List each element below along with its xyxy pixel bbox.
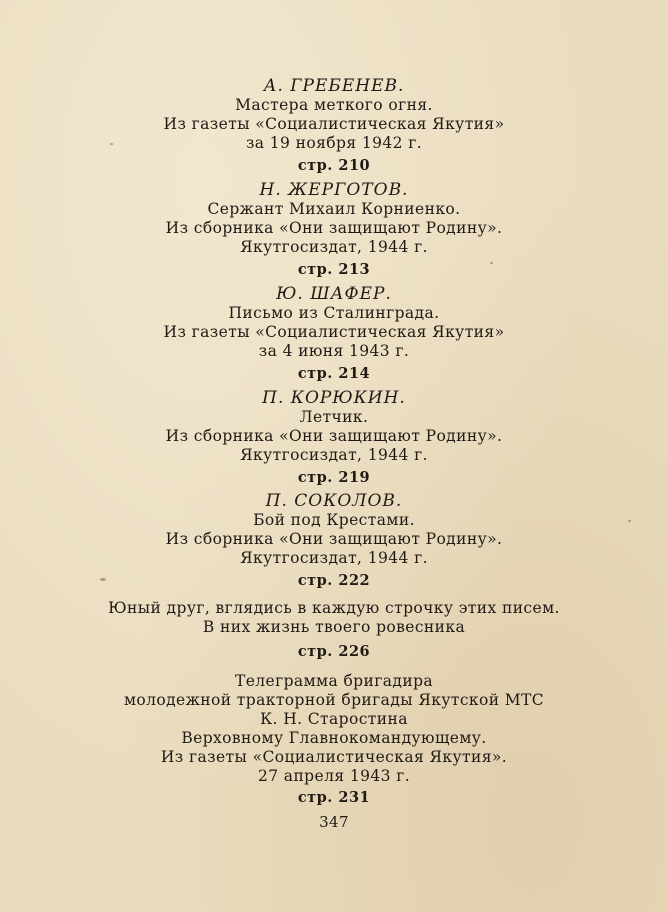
entry-publisher: Якутгосиздат, 1944 г.	[240, 549, 428, 567]
page-number: 347	[319, 813, 349, 831]
entry-source: Из газеты «Социалистическая Якутия».	[160, 748, 508, 766]
entry-date: за 19 ноября 1942 г.	[245, 134, 423, 152]
entry-title: Сержант Михаил Корниенко.	[207, 200, 461, 218]
paper-speck	[110, 143, 113, 145]
entry-author: П. СОКОЛОВ.	[265, 491, 403, 511]
entry-source: Из газеты «Социалистическая Якутия»	[163, 115, 505, 133]
entry-author: Н. ЖЕРГОТОВ.	[259, 180, 409, 200]
entry-page-ref: стр. 210	[297, 157, 371, 174]
entry-author: Ю. ШАФЕР.	[276, 284, 392, 304]
entry-author: П. КОРЮКИН.	[262, 388, 406, 408]
entry-addressee: Верховному Главнокомандующему.	[181, 729, 487, 747]
entry-page-ref: стр. 231	[297, 789, 371, 806]
entry-source: Из газеты «Социалистическая Якутия»	[163, 323, 505, 341]
entry-title: Летчик.	[299, 408, 369, 426]
paper-speck	[628, 520, 631, 522]
entry-page-ref: стр. 214	[297, 365, 371, 382]
entry-page-ref: стр. 226	[297, 643, 371, 660]
entry-title: Юный друг, вглядись в каждую строчку этих писем.	[108, 599, 560, 617]
entry-page-ref: стр. 213	[297, 261, 371, 278]
entry-person: К. Н. Старостина	[260, 710, 408, 728]
entry-date: за 4 июня 1943 г.	[258, 342, 410, 360]
entry-subtitle: В них жизнь твоего ровесника	[202, 618, 466, 636]
entry-page-ref: стр. 222	[297, 572, 371, 589]
entry-title-continued: молодежной тракторной бригады Якутской МТС	[123, 691, 545, 709]
entry-page-ref: стр. 219	[297, 469, 371, 486]
entry-source: Из сборника «Они защищают Родину».	[165, 219, 503, 237]
entry-title: Телеграмма бригадира	[234, 672, 434, 690]
entry-publisher: Якутгосиздат, 1944 г.	[240, 238, 428, 256]
entry-title: Бой под Крестами.	[253, 511, 415, 529]
entry-title: Письмо из Сталинграда.	[228, 304, 440, 322]
entry-title: Мастера меткого огня.	[235, 96, 433, 114]
paper-speck	[490, 262, 493, 264]
entry-date: 27 апреля 1943 г.	[257, 767, 411, 785]
paper-speck	[100, 578, 106, 581]
entry-publisher: Якутгосиздат, 1944 г.	[240, 446, 428, 464]
entry-source: Из сборника «Они защищают Родину».	[165, 530, 503, 548]
entry-author: А. ГРЕБЕНЕВ.	[263, 76, 405, 96]
entry-source: Из сборника «Они защищают Родину».	[165, 427, 503, 445]
